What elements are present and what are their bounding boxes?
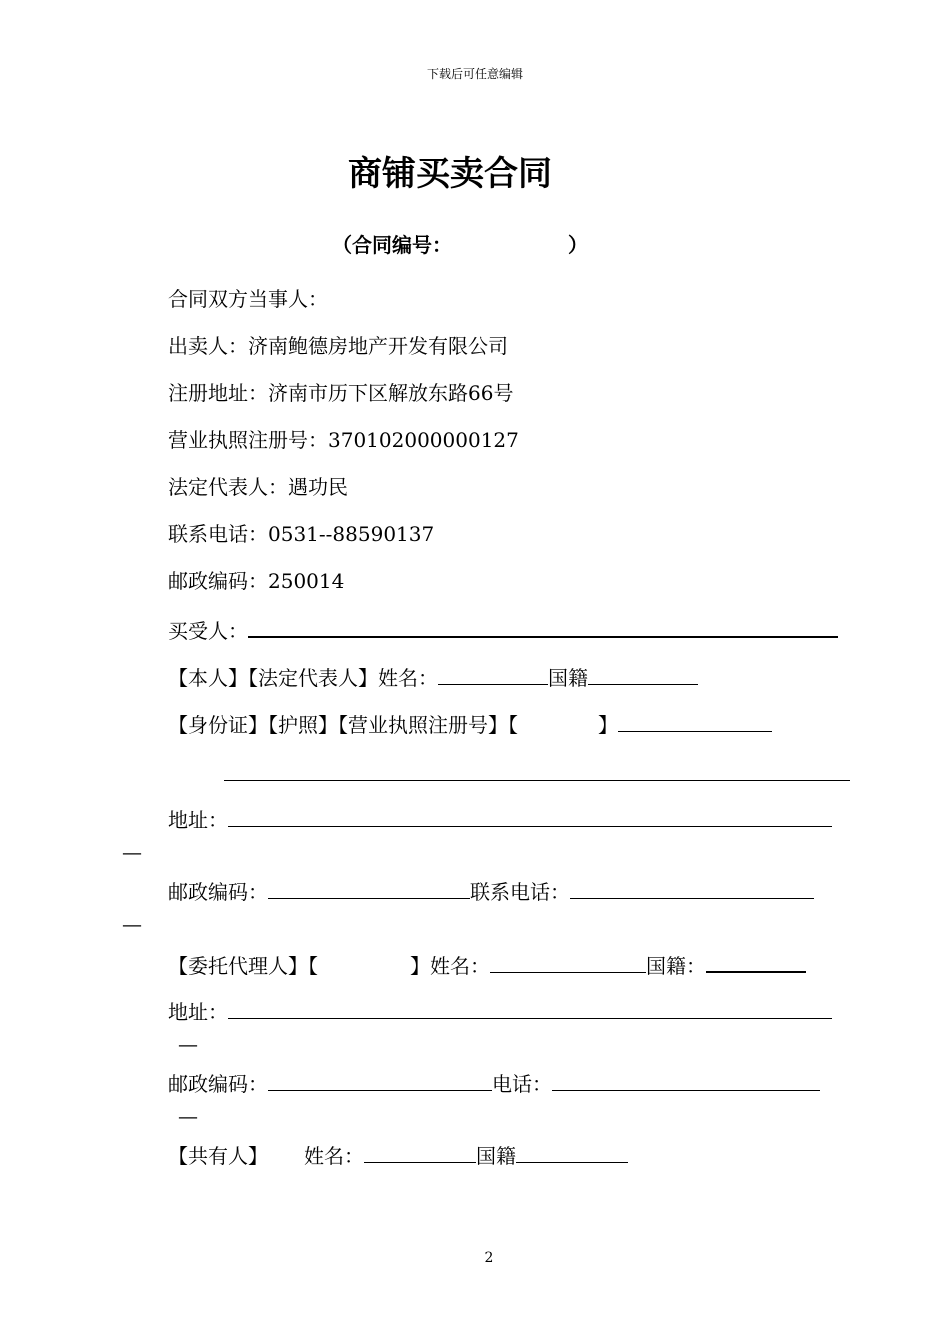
buyer-postcode-blank[interactable] <box>268 878 470 899</box>
buyer-phone-blank[interactable] <box>570 878 814 899</box>
agent-name-label: 】姓名： <box>410 954 490 978</box>
document-title: 商铺买卖合同 <box>348 154 552 194</box>
parties-intro: 合同双方当事人： <box>168 287 328 311</box>
buyer-label: 买受人： <box>168 619 248 643</box>
seller-rep-label: 法定代表人： <box>168 475 288 499</box>
co-owner-nationality-blank[interactable] <box>516 1142 628 1163</box>
agent-name-blank[interactable] <box>490 952 646 973</box>
buyer-rep-label: 【本人】【法定代表人】姓名： <box>168 666 438 690</box>
buyer-address-blank[interactable] <box>228 806 832 827</box>
seller-value: 济南鲍德房地产开发有限公司 <box>248 334 508 358</box>
seller-phone-line <box>168 521 434 547</box>
agent-nationality-blank[interactable] <box>706 951 806 973</box>
buyer-address-line <box>168 806 832 833</box>
seller-postcode-label: 邮政编码： <box>168 569 268 593</box>
buyer-line <box>168 616 838 644</box>
seller-postcode-line <box>168 568 344 594</box>
agent-postcode-label: 邮政编码： <box>168 1072 268 1096</box>
buyer-phone-dash: — <box>122 912 142 936</box>
contract-number-close: ） <box>568 233 588 257</box>
agent-address-dash: — <box>178 1032 198 1056</box>
seller-address-label: 注册地址： <box>168 381 268 405</box>
buyer-postcode-label: 邮政编码： <box>168 880 268 904</box>
co-owner-nationality-label: 国籍 <box>476 1144 516 1168</box>
buyer-blank[interactable] <box>248 616 838 638</box>
seller-rep-value: 遇功民 <box>288 475 348 499</box>
co-owner-label: 【共有人】 <box>168 1144 268 1168</box>
agent-phone-blank[interactable] <box>552 1070 820 1091</box>
buyer-phone-label: 联系电话： <box>470 880 570 904</box>
agent-phone-dash: — <box>178 1104 198 1128</box>
seller-phone-label: 联系电话： <box>168 522 268 546</box>
buyer-nationality-blank[interactable] <box>588 664 698 685</box>
agent-address-line <box>168 998 832 1025</box>
agent-label: 【委托代理人】【 <box>168 954 318 978</box>
co-owner-line <box>168 1142 628 1169</box>
seller-license-label: 营业执照注册号： <box>168 428 328 452</box>
agent-nationality-label: 国籍： <box>646 954 706 978</box>
buyer-nationality-label: 国籍 <box>548 666 588 690</box>
agent-line <box>168 951 806 979</box>
buyer-id-label: 【身份证】【护照】【营业执照注册号】【 <box>168 713 518 737</box>
buyer-rep-line <box>168 664 698 691</box>
agent-postcode-blank[interactable] <box>268 1070 492 1091</box>
agent-address-blank[interactable] <box>228 998 832 1019</box>
seller-license-value: 370102000000127 <box>328 428 519 452</box>
agent-postcode-line <box>168 1070 820 1097</box>
page-number: 2 <box>484 1250 494 1266</box>
seller-label: 出卖人： <box>168 334 248 358</box>
buyer-address-label: 地址： <box>168 808 228 832</box>
buyer-id-continuation-blank[interactable] <box>224 760 850 781</box>
buyer-id-blank[interactable] <box>618 711 772 732</box>
contract-number-label: （合同编号： <box>332 233 452 257</box>
buyer-name-blank[interactable] <box>438 664 548 685</box>
buyer-postcode-line <box>168 878 814 905</box>
seller-line <box>168 333 508 359</box>
buyer-id-close: 】 <box>598 713 618 737</box>
agent-phone-label: 电话： <box>492 1072 552 1096</box>
seller-address-line <box>168 380 513 406</box>
header-note: 下载后可任意编辑 <box>426 67 523 81</box>
seller-rep-line <box>168 474 348 500</box>
buyer-address-dash: — <box>122 840 142 864</box>
co-owner-name-blank[interactable] <box>364 1142 476 1163</box>
contract-number-line <box>332 232 588 258</box>
co-owner-name-label: 姓名： <box>304 1144 364 1168</box>
agent-address-label: 地址： <box>168 1000 228 1024</box>
seller-postcode-value: 250014 <box>268 569 345 593</box>
buyer-id-line <box>168 711 772 738</box>
seller-address-value: 济南市历下区解放东路66号 <box>268 381 514 405</box>
seller-license-line <box>168 427 519 453</box>
seller-phone-value: 0531--88590137 <box>268 522 435 546</box>
